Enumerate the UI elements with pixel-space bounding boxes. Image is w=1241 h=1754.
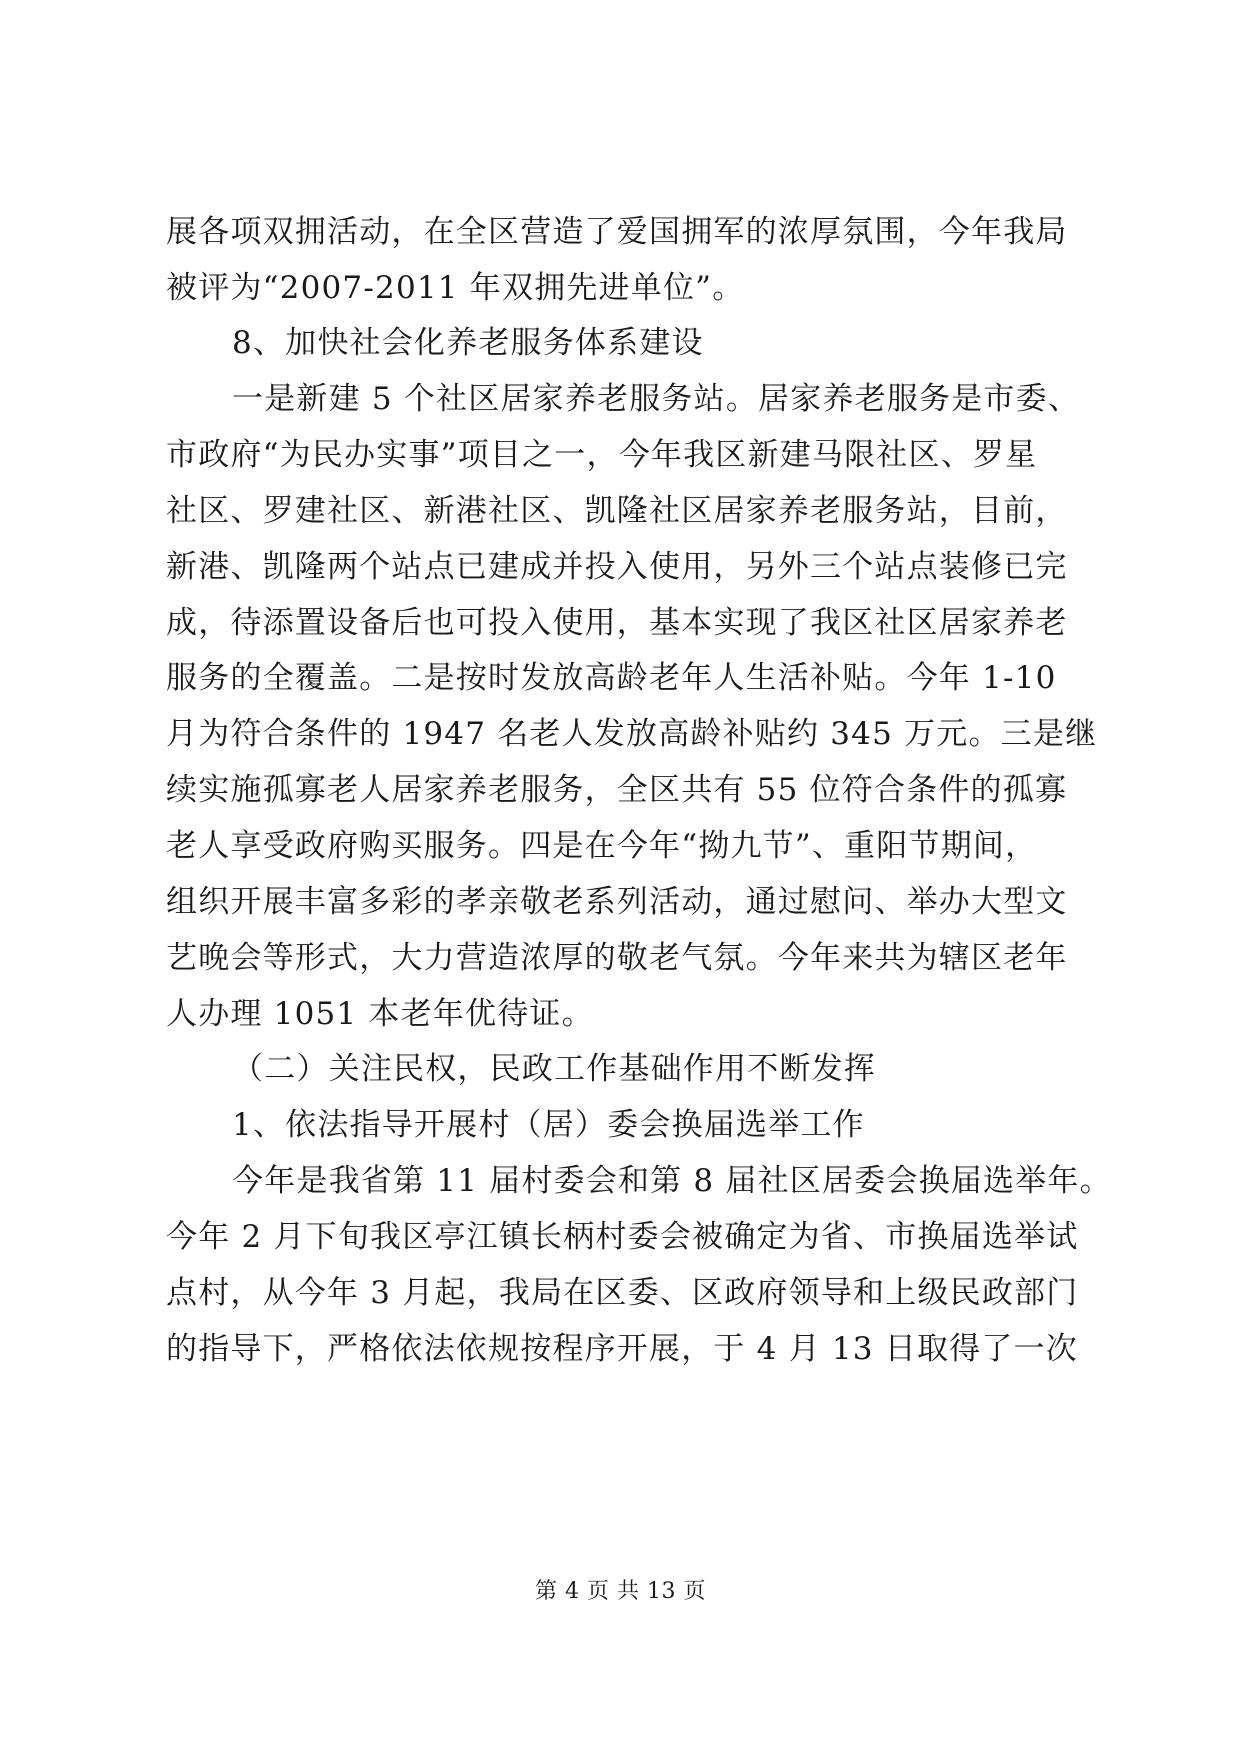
body-text-line: 月为符合条件的 1947 名老人发放高龄补贴约 345 万元。三是继: [166, 716, 1098, 752]
body-text-line: 展各项双拥活动，在全区营造了爱国拥军的浓厚氛围，今年我局: [166, 214, 1068, 250]
body-text-line: 成，待添置设备后也可投入使用，基本实现了我区社区居家养老: [166, 605, 1068, 641]
body-text-line: 艺晚会等形式，大力营造浓厚的敬老气氛。今年来共为辖区老年: [166, 940, 1068, 976]
section-heading: 8、加快社会化养老服务体系建设: [232, 325, 704, 361]
body-text-line: 被评为“2007-2011 年双拥先进单位”。: [166, 270, 745, 306]
subsection-heading: 1、依法指导开展村（居）委会换届选举工作: [232, 1107, 865, 1143]
body-text-line: 社区、罗建社区、新港社区、凯隆社区居家养老服务站，目前，: [166, 493, 1068, 529]
page-number-footer: 第 4 页 共 13 页: [535, 1579, 706, 1604]
paragraph-first-line: 一是新建 5 个社区居家养老服务站。居家养老服务是市委、: [232, 381, 1081, 417]
section-heading: （二）关注民权，民政工作基础作用不断发挥: [232, 1051, 876, 1087]
body-text-line: 新港、凯隆两个站点已建成并投入使用，另外三个站点装修已完: [166, 549, 1068, 585]
body-text-line: 点村，从今年 3 月起，我局在区委、区政府领导和上级民政部门: [166, 1275, 1079, 1311]
body-text-line: 人办理 1051 本老年优待证。: [166, 996, 594, 1032]
paragraph-first-line: 今年是我省第 11 届村委会和第 8 届社区居委会换届选举年。: [232, 1163, 1112, 1199]
body-text-line: 组织开展丰富多彩的孝亲敬老系列活动，通过慰问、举办大型文: [166, 884, 1068, 920]
body-text-line: 市政府“为民办实事”项目之一，今年我区新建马限社区、罗星: [166, 437, 1038, 473]
body-text-line: 服务的全覆盖。二是按时发放高龄老年人生活补贴。今年 1-10: [166, 660, 1057, 696]
body-text-line: 今年 2 月下旬我区亭江镇长柄村委会被确定为省、市换届选举试: [166, 1219, 1079, 1255]
body-text-line: 续实施孤寡老人居家养老服务，全区共有 55 位符合条件的孤寡: [166, 772, 1068, 808]
body-text-line: 老人享受政府购买服务。四是在今年“拗九节”、重阳节期间，: [166, 828, 1038, 864]
body-text-line: 的指导下，严格依法依规按程序开展，于 4 月 13 日取得了一次: [166, 1331, 1078, 1367]
